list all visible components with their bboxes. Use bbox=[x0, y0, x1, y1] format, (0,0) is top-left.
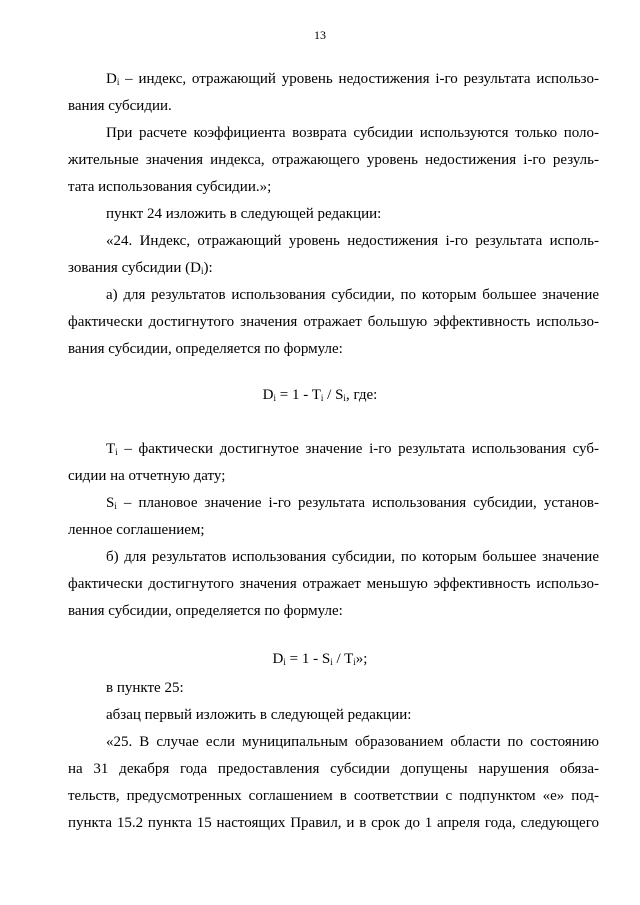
text-line: $S_i$ – плановое значение i-го результата использования субсидии, установ- bbox=[106, 495, 599, 511]
text-line: тельств, предусмотренных соглашением в соответствии с подпунктом «е» под- bbox=[68, 788, 599, 804]
text-line: «25. В случае если муниципальным образованием области по состоянию bbox=[106, 734, 599, 750]
text-line: абзац первый изложить в следующей редакции: bbox=[106, 707, 412, 723]
text-line: вания субсидии. bbox=[68, 98, 172, 114]
formula-line: $D_i = 1 - S_i / T_i$»; bbox=[272, 651, 368, 667]
text-line: пункт 24 изложить в следующей редакции: bbox=[106, 206, 382, 222]
text-line: вания субсидии, определяется по формуле: bbox=[68, 603, 343, 619]
text-line: а) для результатов использования субсидии, по которым большее значение bbox=[106, 287, 599, 303]
text-line: вания субсидии, определяется по формуле: bbox=[68, 341, 343, 357]
text-line: ленное соглашением; bbox=[68, 522, 205, 538]
text-line: жительные значения индекса, отражающего уровень недостижения i-го резуль- bbox=[68, 152, 599, 168]
text-line: При расчете коэффициента возврата субсидии используются только поло- bbox=[106, 125, 599, 141]
text-line: тата использования субсидии.»; bbox=[68, 179, 272, 195]
text-line: зования субсидии $(D_i)$: bbox=[68, 260, 213, 276]
text-line: на 31 декабря года предоставления субсидии допущены нарушения обяза- bbox=[68, 761, 599, 777]
text-line: фактически достигнутого значения отражает меньшую эффективность использо- bbox=[68, 576, 599, 592]
page-number: 13 bbox=[314, 28, 326, 42]
text-line: пункта 15.2 пункта 15 настоящих Правил, и в срок до 1 апреля года, следующего bbox=[68, 815, 599, 831]
text-line: «24. Индекс, отражающий уровень недостижения i-го результата исполь- bbox=[106, 233, 599, 249]
text-line: б) для результатов использования субсидии, по которым большее значение bbox=[106, 549, 599, 565]
text-line: $D_i$ – индекс, отражающий уровень недостижения i-го результата использо- bbox=[106, 71, 599, 87]
formula-line: $D_i = 1 - T_i / S_i$, где: bbox=[262, 387, 378, 403]
text-line: фактически достигнутого значения отражает большую эффективность использо- bbox=[68, 314, 599, 330]
text-line: $T_i$ – фактически достигнутое значение i-го результата использования суб- bbox=[106, 441, 599, 457]
text-line: сидии на отчетную дату; bbox=[68, 468, 226, 484]
text-line: в пункте 25: bbox=[106, 680, 184, 696]
